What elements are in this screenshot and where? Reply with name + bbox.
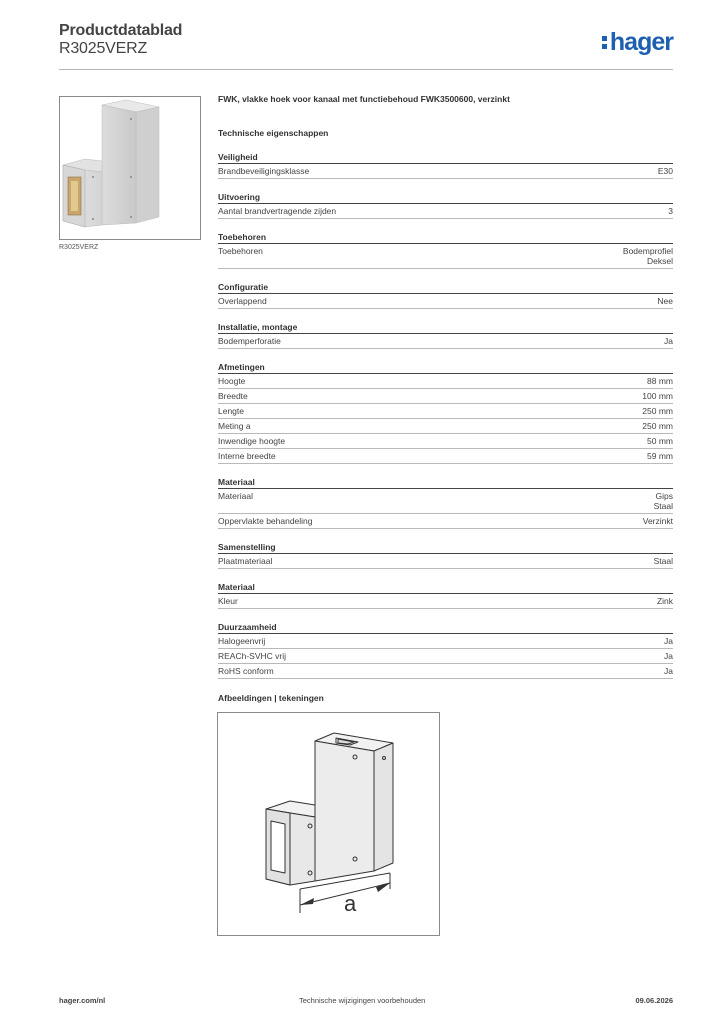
- spec-row: [218, 374, 673, 389]
- spec-value: [647, 376, 673, 386]
- hager-logo: [602, 28, 673, 57]
- spec-value-line: 250 mm: [642, 406, 673, 416]
- logo-text: hager: [609, 28, 673, 56]
- spec-row: [218, 419, 673, 434]
- footer-notice: Technische wijzigingen voorbehouden: [299, 996, 426, 1005]
- spec-label: Hoogte: [218, 376, 246, 386]
- spec-label: Lengte: [218, 406, 244, 416]
- spec-row: [218, 664, 673, 679]
- page-footer: [59, 996, 673, 1010]
- spec-value: [623, 246, 673, 266]
- spec-row: [218, 634, 673, 649]
- spec-value: [642, 421, 673, 431]
- spec-label: Oppervlakte behandeling: [218, 516, 313, 526]
- spec-row: [218, 554, 673, 569]
- spec-value: [664, 336, 673, 346]
- spec-section: [218, 622, 673, 679]
- spec-value: [664, 636, 673, 646]
- section-title: Uitvoering: [218, 192, 673, 204]
- spec-value-line: 88 mm: [647, 376, 673, 386]
- spec-section: [218, 362, 673, 464]
- spec-label: Halogeenvrij: [218, 636, 266, 646]
- spec-value-line: Ja: [664, 666, 673, 676]
- product-description: FWK, vlakke hoek voor kanaal met functiebehoud FWK3500600, verzinkt: [218, 94, 510, 104]
- spec-label: Overlappend: [218, 296, 267, 306]
- page-header: [59, 20, 673, 70]
- spec-value-line: Bodemprofiel: [622, 246, 673, 256]
- spec-value: [664, 651, 673, 661]
- spec-row: [218, 649, 673, 664]
- section-title: Veiligheid: [218, 152, 673, 164]
- spec-value: [654, 556, 673, 566]
- elbow-drawing-icon: [218, 713, 439, 935]
- spec-value-line: Nee: [657, 296, 673, 306]
- spec-row: [218, 594, 673, 609]
- spec-label: Materiaal: [218, 491, 253, 501]
- spec-value-line: 50 mm: [647, 436, 673, 446]
- section-title: Installatie, montage: [218, 322, 673, 334]
- spec-label: Aantal brandvertragende zijden: [218, 206, 337, 216]
- spec-value: [642, 406, 673, 416]
- spec-value-line: 59 mm: [647, 451, 673, 461]
- spec-value-line: Staal: [653, 556, 673, 566]
- spec-label: Breedte: [218, 391, 248, 401]
- spec-value-line: Verzinkt: [642, 516, 673, 526]
- spec-value-line: Ja: [664, 636, 673, 646]
- spec-row: [218, 294, 673, 309]
- product-code: R3025VERZ: [59, 40, 148, 57]
- spec-value: [647, 436, 673, 446]
- spec-value: [664, 666, 673, 676]
- spec-section: [218, 582, 673, 609]
- spec-label: Bodemperforatie: [218, 336, 281, 346]
- spec-row: [218, 434, 673, 449]
- product-photo-icon: [60, 97, 200, 239]
- footer-website-link[interactable]: hager.com/nl: [59, 996, 106, 1005]
- spec-value-line: 250 mm: [642, 421, 673, 431]
- spec-label: Toebehoren: [218, 246, 263, 256]
- spec-row: [218, 449, 673, 464]
- spec-row: [218, 489, 673, 514]
- spec-section: [218, 322, 673, 349]
- spec-row: [218, 244, 673, 269]
- spec-value: [647, 451, 673, 461]
- section-title: Toebehoren: [218, 232, 673, 244]
- section-title: Configuratie: [218, 282, 673, 294]
- spec-section: [218, 192, 673, 219]
- section-title: Samenstelling: [218, 542, 673, 554]
- spec-value-line: Gips: [655, 491, 673, 501]
- section-title: Duurzaamheid: [218, 622, 673, 634]
- spec-label: Inwendige hoogte: [218, 436, 286, 446]
- spec-label: Plaatmateriaal: [218, 556, 273, 566]
- spec-value: [657, 296, 673, 306]
- spec-sections: [218, 152, 673, 679]
- spec-value-line: 3: [668, 206, 673, 216]
- dimension-label: a: [344, 891, 357, 916]
- spec-row: [218, 514, 673, 529]
- spec-label: Kleur: [218, 596, 238, 606]
- spec-value-line: Zink: [656, 596, 673, 606]
- spec-value: [668, 206, 673, 216]
- spec-label: Brandbeveiligingsklasse: [218, 166, 310, 176]
- spec-label: Interne breedte: [218, 451, 276, 461]
- spec-label: RoHS conform: [218, 666, 274, 676]
- spec-value-line: Ja: [664, 336, 673, 346]
- tech-heading: Technische eigenschappen: [218, 128, 329, 138]
- spec-value-line: Ja: [664, 651, 673, 661]
- spec-section: [218, 282, 673, 309]
- thumbnail-caption: R3025VERZ: [59, 244, 99, 251]
- spec-section: [218, 542, 673, 569]
- spec-content: [218, 92, 673, 679]
- spec-section: [218, 232, 673, 269]
- spec-value: [658, 166, 673, 176]
- spec-row: [218, 204, 673, 219]
- spec-section: [218, 477, 673, 529]
- spec-row: [218, 404, 673, 419]
- logo-colon-icon: [602, 34, 608, 50]
- spec-row: [218, 334, 673, 349]
- section-title: Materiaal: [218, 582, 673, 594]
- section-title: Afmetingen: [218, 362, 673, 374]
- spec-row: [218, 389, 673, 404]
- product-thumbnail: [59, 96, 201, 240]
- spec-row: [218, 164, 673, 179]
- spec-value: [657, 596, 673, 606]
- spec-label: REACh-SVHC vrij: [218, 651, 287, 661]
- footer-date: 09.06.2026: [635, 996, 673, 1005]
- spec-value-line: E30: [657, 166, 673, 176]
- section-title: Materiaal: [218, 477, 673, 489]
- spec-value-line: Staal: [653, 501, 673, 511]
- spec-value: [643, 516, 673, 526]
- technical-drawing: [217, 712, 440, 936]
- spec-section: [218, 152, 673, 179]
- spec-value-line: 100 mm: [642, 391, 673, 401]
- drawing-title: Afbeeldingen | tekeningen: [218, 693, 324, 703]
- document-title: Productdatablad: [59, 22, 183, 39]
- spec-label: Meting a: [218, 421, 251, 431]
- spec-value: [654, 491, 673, 511]
- spec-value: [642, 391, 673, 401]
- spec-value-line: Deksel: [647, 256, 673, 266]
